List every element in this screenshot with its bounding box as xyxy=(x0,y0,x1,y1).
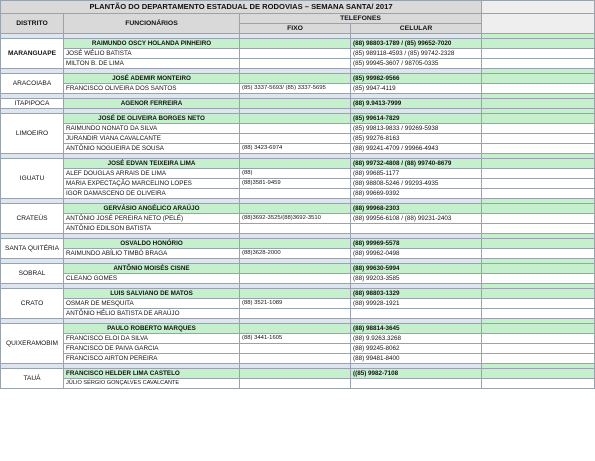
empty-cell xyxy=(482,14,595,34)
empty-cell xyxy=(482,49,595,59)
phone-fixo xyxy=(240,369,351,379)
empty-cell xyxy=(482,169,595,179)
phone-fixo xyxy=(240,324,351,334)
empty-cell xyxy=(482,124,595,134)
phone-celular: (88) 99481-8400 xyxy=(351,354,482,364)
district-name: CRATO xyxy=(1,289,64,319)
phone-fixo xyxy=(240,354,351,364)
phone-fixo xyxy=(240,289,351,299)
empty-cell xyxy=(482,239,595,249)
table-row xyxy=(1,274,595,284)
district-name: QUIXERAMOBIM xyxy=(1,324,64,364)
employee-name: LUIS SALVIANO DE MATOS xyxy=(64,289,240,299)
phone-celular: (88) 9.9263.3268 xyxy=(351,334,482,344)
table-row xyxy=(1,264,595,274)
phone-celular xyxy=(351,224,482,234)
phone-fixo: (85) 3337-5693/ (85) 3337-5695 xyxy=(240,84,351,94)
empty-cell xyxy=(482,59,595,69)
phone-celular: (88) 98814-3645 xyxy=(351,324,482,334)
phone-fixo xyxy=(240,74,351,84)
empty-cell xyxy=(482,179,595,189)
table-row xyxy=(1,179,595,189)
empty-cell xyxy=(482,334,595,344)
header-distrito: DISTRITO xyxy=(1,14,64,34)
phone-fixo xyxy=(240,39,351,49)
table-row xyxy=(1,84,595,94)
empty-cell xyxy=(482,369,595,379)
phone-celular: (88) 99203-3585 xyxy=(351,274,482,284)
employee-name: JOSÉ DE OLIVEIRA BORGES NETO xyxy=(64,114,240,124)
phone-fixo: (88) 3423-6974 xyxy=(240,144,351,154)
employee-name: GERVÁSIO ANGÉLICO ARAÚJO xyxy=(64,204,240,214)
district-name: MARANGUAPE xyxy=(1,39,64,69)
phone-celular xyxy=(351,309,482,319)
table-row xyxy=(1,144,595,154)
phone-celular: (88) 99928-1921 xyxy=(351,299,482,309)
phone-fixo: (88) 3441-1605 xyxy=(240,334,351,344)
employee-name: AGENOR FERREIRA xyxy=(64,99,240,109)
table-row xyxy=(1,369,595,379)
phone-celular xyxy=(351,379,482,389)
empty-cell xyxy=(482,114,595,124)
phone-fixo: (88) 3521-1089 xyxy=(240,299,351,309)
phone-fixo xyxy=(240,49,351,59)
phone-fixo xyxy=(240,264,351,274)
header-fixo: FIXO xyxy=(240,24,351,34)
phone-celular: (88) 98803-1789 / (85) 99652-7020 xyxy=(351,39,482,49)
table-row xyxy=(1,334,595,344)
employee-name: ANTÔNIO MOISÉS CISNE xyxy=(64,264,240,274)
empty-cell xyxy=(482,344,595,354)
phone-celular: (88) 98808-5246 / 99293-4935 xyxy=(351,179,482,189)
table-row xyxy=(1,189,595,199)
phone-celular: ((85) 9982-7108 xyxy=(351,369,482,379)
employee-name: MARIA EXPECTAÇÃO MARCELINO LOPES xyxy=(64,179,240,189)
page-title: PLANTÃO DO DEPARTAMENTO ESTADUAL DE RODOVIAS – SEMANA SANTA/ 2017 xyxy=(1,1,482,14)
table-row xyxy=(1,134,595,144)
phone-celular: (88) 99630-5994 xyxy=(351,264,482,274)
empty-cell xyxy=(482,274,595,284)
table-row xyxy=(1,309,595,319)
district-name: CRATEÚS xyxy=(1,204,64,234)
empty-cell xyxy=(482,224,595,234)
empty-cell xyxy=(482,299,595,309)
phone-celular: (85) 99276-8163 xyxy=(351,134,482,144)
employee-name: JURANDIR VIANA CAVALCANTE xyxy=(64,134,240,144)
table-row xyxy=(1,39,595,49)
table-row xyxy=(1,214,595,224)
district-name: ARACOIABA xyxy=(1,74,64,94)
empty-cell xyxy=(482,1,595,14)
phone-celular: (88) 99956-6108 / (88) 99231-2403 xyxy=(351,214,482,224)
phone-fixo xyxy=(240,59,351,69)
empty-cell xyxy=(482,204,595,214)
phone-celular: (88) 99732-4808 / (88) 99740-8679 xyxy=(351,159,482,169)
employee-name: ANTÔNIO JOSÉ PEREIRA NETO (PELÉ) xyxy=(64,214,240,224)
employee-name: JOSÉ ADEMIR MONTEIRO xyxy=(64,74,240,84)
phone-fixo xyxy=(240,309,351,319)
table-row xyxy=(1,299,595,309)
phone-celular: (85) 99982-9566 xyxy=(351,74,482,84)
phone-celular: (88) 98803-1329 xyxy=(351,289,482,299)
phone-celular: (88) 99669-9392 xyxy=(351,189,482,199)
employee-name: ANTÔNIO EDILSON BATISTA xyxy=(64,224,240,234)
table-row xyxy=(1,379,595,389)
table-row xyxy=(1,344,595,354)
empty-cell xyxy=(482,39,595,49)
table-row xyxy=(1,204,595,214)
phone-fixo xyxy=(240,204,351,214)
district-name: SOBRAL xyxy=(1,264,64,284)
employee-name: OSVALDO HONÓRIO xyxy=(64,239,240,249)
table-row xyxy=(1,59,595,69)
empty-cell xyxy=(482,354,595,364)
phone-celular: (88) 9.9413-7999 xyxy=(351,99,482,109)
phone-fixo xyxy=(240,224,351,234)
empty-cell xyxy=(482,84,595,94)
phone-celular: (88) 99968-2303 xyxy=(351,204,482,214)
phone-fixo: (88)3692-3525/(88)3692-3510 xyxy=(240,214,351,224)
phone-fixo xyxy=(240,379,351,389)
district-name: ITAPIPOCA xyxy=(1,99,64,109)
phone-celular: (85) 99945-3607 / 98705-0335 xyxy=(351,59,482,69)
phone-celular: (85) 99813-9833 / 99269-5938 xyxy=(351,124,482,134)
header-celular: CELULAR xyxy=(351,24,482,34)
phone-fixo xyxy=(240,274,351,284)
empty-cell xyxy=(482,249,595,259)
employee-name: JÚLIO SÉRGIO GONÇALVES CAVALCANTE xyxy=(64,379,240,389)
empty-cell xyxy=(482,144,595,154)
table-body xyxy=(1,34,595,389)
district-name: LIMOEIRO xyxy=(1,114,64,154)
phone-fixo xyxy=(240,124,351,134)
employee-name: JOSÉ WÉLIO BATISTA xyxy=(64,49,240,59)
employee-name: ANTÔNIO HÉLIO BATISTA DE ARAÚJO xyxy=(64,309,240,319)
employee-name: ALEF DOUGLAS ARRAIS DE LIMA xyxy=(64,169,240,179)
phone-fixo: (88) xyxy=(240,169,351,179)
table-row xyxy=(1,49,595,59)
title-row xyxy=(1,1,595,14)
employee-name: FRANCISCO OLIVEIRA DOS SANTOS xyxy=(64,84,240,94)
empty-cell xyxy=(482,159,595,169)
table-row xyxy=(1,159,595,169)
employee-name: FRANCISCO HELDER LIMA CASTELO xyxy=(64,369,240,379)
phone-celular: (85) 9947-4119 xyxy=(351,84,482,94)
table-row xyxy=(1,99,595,109)
district-name: IGUATU xyxy=(1,159,64,199)
employee-name: FRANCISCO AIRTON PEREIRA xyxy=(64,354,240,364)
table-row xyxy=(1,289,595,299)
district-name: SANTA QUITÉRIA xyxy=(1,239,64,259)
empty-cell xyxy=(482,324,595,334)
table-row xyxy=(1,239,595,249)
table-row xyxy=(1,124,595,134)
phone-fixo xyxy=(240,239,351,249)
employee-name: MILTON B. DE LIMA xyxy=(64,59,240,69)
phone-celular: (88) 99245-8062 xyxy=(351,344,482,354)
phone-celular: (88) 99685-1177 xyxy=(351,169,482,179)
district-name: TAUÁ xyxy=(1,369,64,389)
employee-name: RAIMUNDO OSCY HOLANDA PINHEIRO xyxy=(64,39,240,49)
table-row xyxy=(1,224,595,234)
phone-fixo: (88)3581-9459 xyxy=(240,179,351,189)
table-row xyxy=(1,169,595,179)
phone-fixo xyxy=(240,159,351,169)
empty-cell xyxy=(482,74,595,84)
phone-celular: (88) 99969-5578 xyxy=(351,239,482,249)
phone-fixo xyxy=(240,344,351,354)
empty-cell xyxy=(482,189,595,199)
employee-name: RAIMUNDO ABÍLIO TIMBÓ BRAGA xyxy=(64,249,240,259)
table-row xyxy=(1,249,595,259)
empty-cell xyxy=(482,99,595,109)
empty-cell xyxy=(482,214,595,224)
employee-name: CLEANO GOMES xyxy=(64,274,240,284)
table-row xyxy=(1,354,595,364)
phone-fixo xyxy=(240,134,351,144)
header-row-1 xyxy=(1,14,595,24)
employee-name: PAULO ROBERTO MARQUES xyxy=(64,324,240,334)
table-row xyxy=(1,114,595,124)
employee-name: FRANCISCO DE PAIVA GARCIA xyxy=(64,344,240,354)
phone-fixo xyxy=(240,99,351,109)
empty-cell xyxy=(482,134,595,144)
table-row xyxy=(1,324,595,334)
employee-name: FRANCISCO ELOI DA SILVA xyxy=(64,334,240,344)
table-row xyxy=(1,74,595,84)
header-telefones: TELEFONES xyxy=(240,14,482,24)
employee-name: JOSÉ EDVAN TEIXEIRA LIMA xyxy=(64,159,240,169)
phone-celular: (88) 99962-0498 xyxy=(351,249,482,259)
phone-fixo xyxy=(240,189,351,199)
employee-name: OSMAR DE MESQUITA xyxy=(64,299,240,309)
employee-name: RAIMUNDO NONATO DA SILVA xyxy=(64,124,240,134)
empty-cell xyxy=(482,289,595,299)
empty-cell xyxy=(482,309,595,319)
phone-celular: (85) 989118-4593 / (85) 99742-2328 xyxy=(351,49,482,59)
phone-celular: (88) 99241-4709 / 99966-4943 xyxy=(351,144,482,154)
empty-cell xyxy=(482,264,595,274)
header-funcionarios: FUNCIONÁRIOS xyxy=(64,14,240,34)
phone-fixo: (88)3628-2000 xyxy=(240,249,351,259)
phone-fixo xyxy=(240,114,351,124)
phone-celular: (85) 99614-7829 xyxy=(351,114,482,124)
employee-name: IGOR DAMASCENO DE OLIVEIRA xyxy=(64,189,240,199)
employee-name: ANTÔNIO NOGUEIRA DE SOUSA xyxy=(64,144,240,154)
empty-cell xyxy=(482,379,595,389)
